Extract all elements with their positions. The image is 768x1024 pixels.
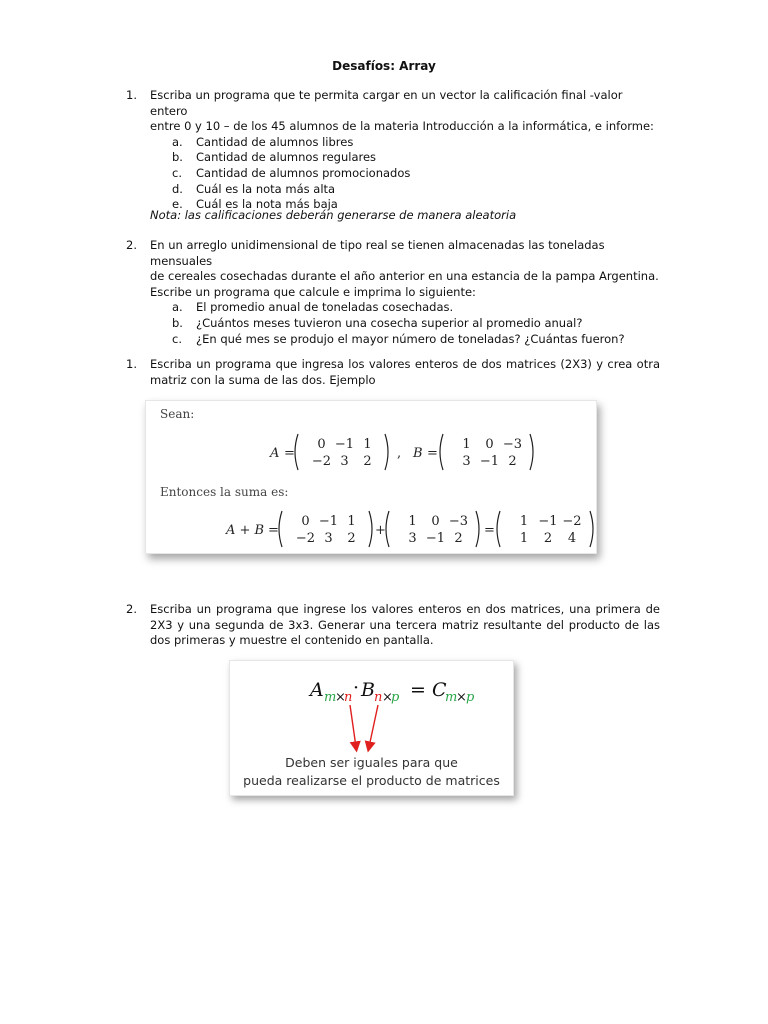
list-item: c. Cantidad de alumnos promocionados <box>172 165 411 180</box>
sum-result-matrix-left-paren <box>497 511 500 547</box>
plus-sign: + <box>375 523 386 538</box>
matrix-b-cell: 3 <box>462 454 471 469</box>
equals-sign: = <box>484 523 495 538</box>
exercise-1-line-2: entre 0 y 10 – de los 45 alumnos de la materia Introducción a la informática, e informe: <box>150 119 654 134</box>
sum-result-matrix-cell: 4 <box>567 531 577 546</box>
sum-result-matrix-cell: −2 <box>562 514 582 529</box>
exercise-matrix-product: Escriba un programa que ingrese los valores enteros en dos matrices, una primera de 2X3 y una segunda de 3x3. Generar una tercera matriz resultante del producto de las dos primeras y muestre el contenido en pantalla. <box>150 602 660 648</box>
item-number: 1. <box>126 357 137 371</box>
sum-matrix-b-cell: 0 <box>431 514 440 529</box>
sum-result-matrix-cell: 1 <box>519 531 529 546</box>
equals-sign: = <box>284 446 295 461</box>
page-title: Desafíos: Array <box>332 59 436 73</box>
arrow-a-n <box>350 705 356 747</box>
exercise-2 <box>150 238 660 347</box>
matrix-a-cell: 2 <box>363 454 372 469</box>
list-item: d. Cuál es la nota más alta <box>172 181 336 196</box>
item-number: 2. <box>126 238 137 252</box>
formula-a: A <box>310 679 324 701</box>
matrix-a-cell: 0 <box>317 437 326 452</box>
matrix-a-name: A <box>270 446 280 461</box>
formula-b-n: n <box>374 690 383 705</box>
sum-matrix-a-cell: 0 <box>301 514 310 529</box>
matrix-b-cell: 0 <box>485 437 494 452</box>
matrix-b-cell: −1 <box>479 454 500 469</box>
formula-dot: · <box>353 677 360 699</box>
equals-sign: = <box>427 446 438 461</box>
comma: , <box>397 446 402 461</box>
sum-matrix-a-left-paren <box>279 511 282 547</box>
sum-matrix-a-cell: 3 <box>324 531 333 546</box>
sum-matrix-b-left-paren <box>386 511 389 547</box>
matrix-b-right-paren <box>530 434 533 470</box>
sum-matrix-b-cell: 2 <box>454 531 463 546</box>
sum-result-matrix-right-paren <box>590 511 593 547</box>
figure-label-suma: Entonces la suma es: <box>160 485 289 499</box>
formula-a-m: m <box>324 690 337 705</box>
arrow-b-n <box>369 705 378 747</box>
sum-matrix-b-cell: 3 <box>408 531 417 546</box>
matrix-a-cell: 1 <box>363 437 372 452</box>
list-item: e. Cuál es la nota más baja <box>172 197 338 212</box>
product-caption-line-2: pueda realizarse el producto de matrices <box>243 773 500 788</box>
sum-matrix-a-cell: −2 <box>295 531 316 546</box>
equals-sign: = <box>268 523 279 538</box>
formula-times-3: × <box>456 690 467 705</box>
item-number: 2. <box>126 602 137 616</box>
exercise-1-line-1: Escriba un programa que te permita cargar en un vector la calificación final -valor entero <box>150 88 623 118</box>
item-number: 1. <box>126 88 137 102</box>
exercise-2-line-2: de cereales cosechadas durante el año anterior en una estancia de la pampa Argentina. <box>150 269 659 284</box>
figure-label-sean: Sean: <box>160 407 195 421</box>
matrix-sum-figure <box>145 400 597 554</box>
exercise-1-note: Nota: las calificaciones deberán generarse de manera aleatoria <box>150 208 517 222</box>
matrix-b-cell: 2 <box>508 454 517 469</box>
formula-c: C <box>432 679 447 701</box>
matrix-b-name: B <box>413 446 423 461</box>
exercise-matrix-sum: Escriba un programa que ingresa los valores enteros de dos matrices (2X3) y crea otra matriz con la suma de las dos. Ejemplo <box>150 357 660 387</box>
exercise-2-line-1: En un arreglo unidimensional de tipo real se tienen almacenadas las toneladas mensuales <box>150 238 605 268</box>
exercise-1 <box>150 88 660 213</box>
matrix-b-cell: −3 <box>502 437 523 452</box>
sum-result-matrix-cell: −1 <box>538 514 558 529</box>
list-item: b. ¿Cuántos meses tuvieron una cosecha superior al promedio anual? <box>172 315 583 330</box>
sum-matrix-a-cell: 1 <box>347 514 356 529</box>
matrix-a-cell: 3 <box>340 454 349 469</box>
sum-matrix-b-cell: −3 <box>448 514 469 529</box>
matrix-a-cell: −1 <box>334 437 355 452</box>
matrix-b-cell: 1 <box>462 437 471 452</box>
sum-expression: A + B <box>226 523 265 538</box>
list-item: b. Cantidad de alumnos regulares <box>172 150 377 165</box>
sum-matrix-b-cell: −1 <box>425 531 446 546</box>
matrix-a-right-paren <box>385 434 388 470</box>
matrix-b-left-paren <box>440 434 443 470</box>
matrix-a-cell: −2 <box>311 454 332 469</box>
formula-b-p: p <box>391 690 400 705</box>
sum-matrix-a-cell: 2 <box>347 531 356 546</box>
formula-c-m: m <box>445 690 458 705</box>
matrix-sum-svg <box>146 401 596 553</box>
product-caption-line-1: Deben ser iguales para que <box>285 755 458 770</box>
matrix-a-left-paren <box>295 434 298 470</box>
formula-equals: = <box>410 679 426 701</box>
sum-matrix-a-right-paren <box>369 511 372 547</box>
formula-times-2: × <box>382 690 393 705</box>
formula-b: B <box>361 679 375 701</box>
sum-matrix-a-cell: −1 <box>318 514 339 529</box>
formula-times-1: × <box>335 690 346 705</box>
exercise-2-line-3: Escribe un programa que calcule e imprima lo siguiente: <box>150 284 476 299</box>
exercise-2-subitems <box>150 300 660 347</box>
matrix-product-figure <box>229 660 514 796</box>
list-item: c. ¿En qué mes se produjo el mayor número de toneladas? ¿Cuántas fueron? <box>172 331 625 346</box>
exercise-1-subitems <box>150 135 660 213</box>
list-item: a. Cantidad de alumnos libres <box>172 134 354 149</box>
sum-result-matrix-cell: 2 <box>543 531 553 546</box>
list-item: a. El promedio anual de toneladas cosechadas. <box>172 300 454 315</box>
sum-result-matrix-cell: 1 <box>519 514 529 529</box>
sum-matrix-b-right-paren <box>476 511 479 547</box>
sum-matrix-b-cell: 1 <box>408 514 417 529</box>
formula-a-n: n <box>344 690 353 705</box>
formula-c-p: p <box>466 690 475 705</box>
